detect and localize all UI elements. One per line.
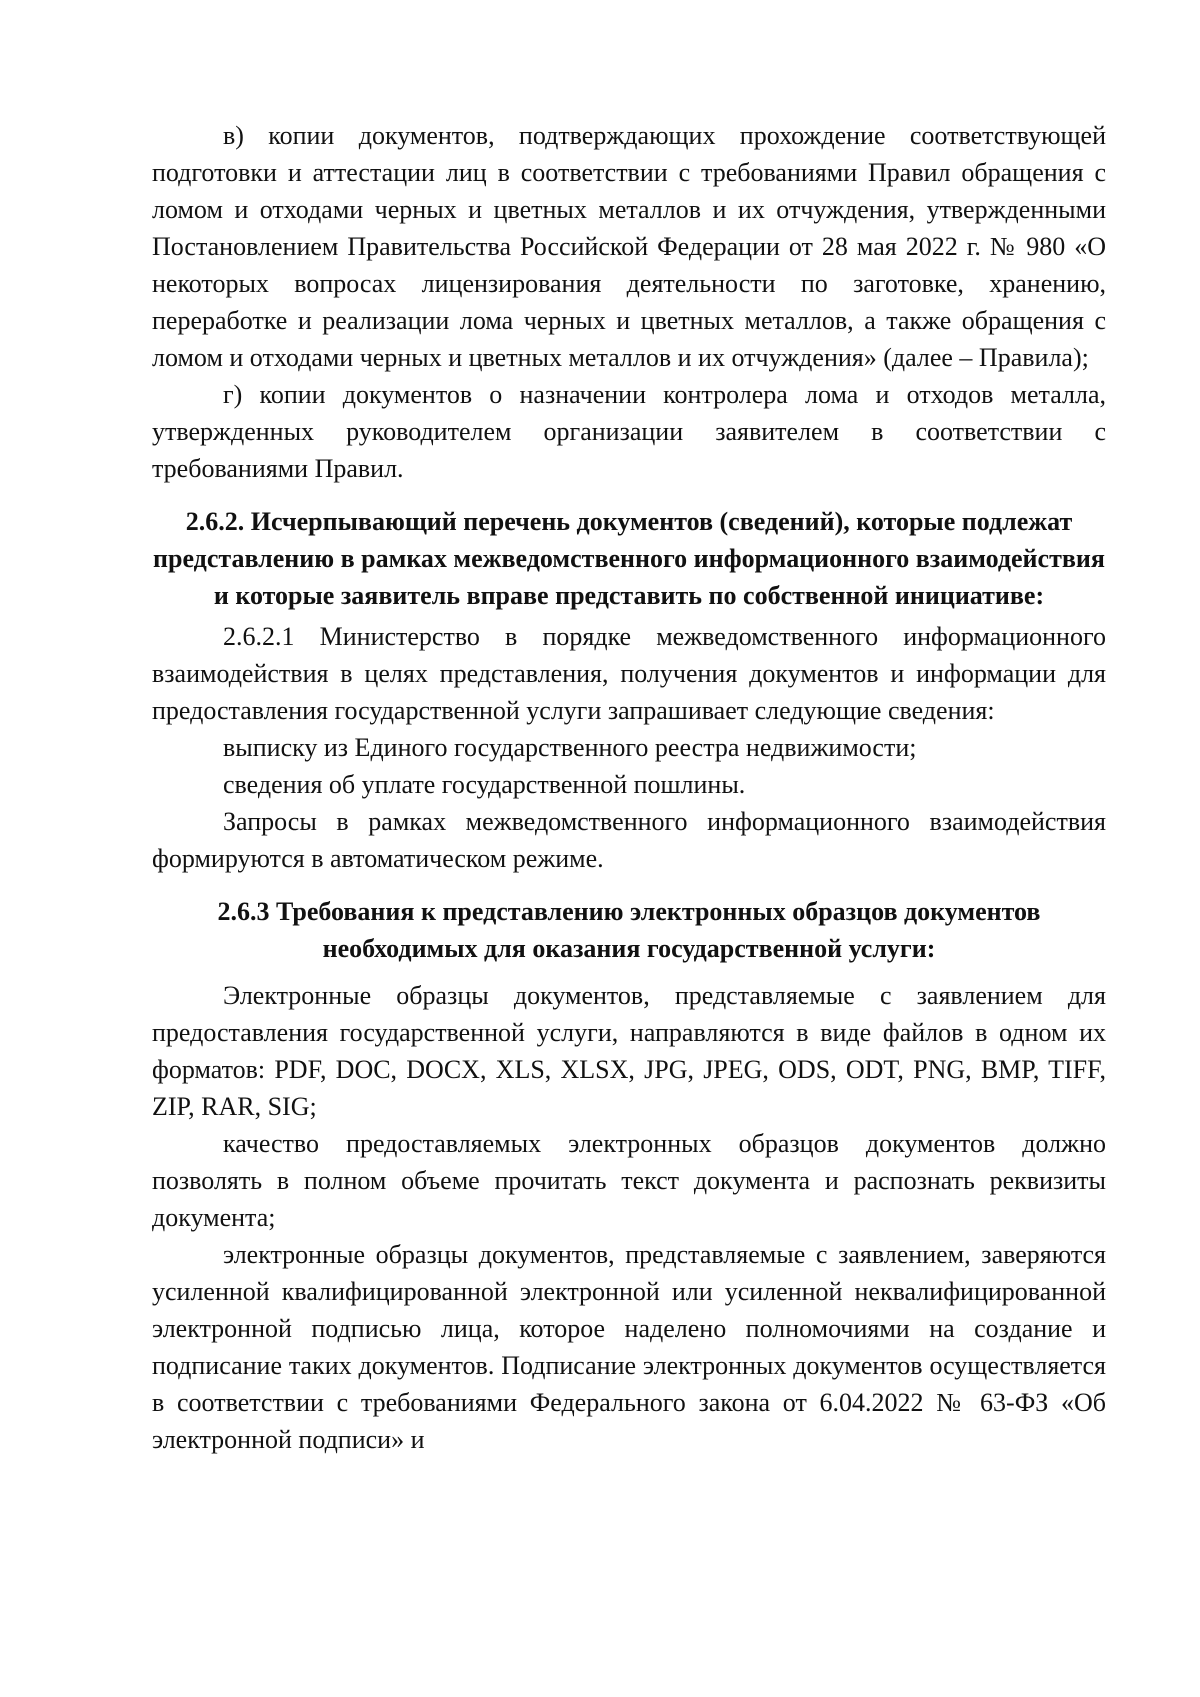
paragraph-item-g: г) копии документов о назначении контролера лома и отходов металла, утвержденных руководителем организации заявителем в соответствии с требованиями Правил.: [152, 380, 1106, 483]
paragraph-egrn-extract: выписку из Единого государственного реестра недвижимости;: [223, 733, 917, 762]
section-heading-2-6-2: 2.6.2. Исчерпывающий перечень документов (сведений), которые подлежат представлению в рамках межведомственного информационного взаимодействия и которые заявитель вправе представить по собственной инициативе:: [153, 507, 1105, 610]
paragraph-state-fee: сведения об уплате государственной пошлины.: [223, 770, 746, 799]
paragraph-2-6-2-1: 2.6.2.1 Министерство в порядке межведомственного информационного взаимодействия в целях представления, получения документов и информации для предоставления государственной услуги запрашивает следующие сведения:: [152, 622, 1106, 725]
paragraph-item-v: в) копии документов, подтверждающих прохождение соответствующей подготовки и аттестации лиц в соответствии с требованиями Правил обращения с ломом и отходами черных и цветных металлов и их отчуждения, утвержденными Постановлением Правительства Российской Федерации от 28 мая 2022 г. № 980 «О некоторых вопросах лицензирования деятельности по заготовке, хранению, переработке и реализации лома черных и цветных металлов, а также обращения с ломом и отходами черных и цветных металлов и их отчуждения» (далее – Правила);: [152, 121, 1106, 372]
document-body: [152, 117, 1106, 1458]
paragraph-electronic-signature: электронные образцы документов, представляемые с заявлением, заверяются усиленной квалифицированной электронной или усиленной неквалифицированной электронной подписью лица, которое наделено полномочиями на создание и подписание таких документов. Подписание электронных документов осуществляется в соответствии с требованиями Федерального закона от 6.04.2022 № 63-ФЗ «Об электронной подписи» и: [152, 1240, 1106, 1454]
section-heading-2-6-3: 2.6.3 Требования к представлению электронных образцов документов необходимых для оказания государственной услуги:: [217, 897, 1041, 963]
paragraph-requests-auto: Запросы в рамках межведомственного информационного взаимодействия формируются в автоматическом режиме.: [152, 807, 1106, 873]
paragraph-file-formats: Электронные образцы документов, представляемые с заявлением для предоставления государственной услуги, направляются в виде файлов в одном их форматов: PDF, DOC, DOCX, XLS, XLSX, JPG, JPEG, ODS, ODT, PNG, BMP, TIFF, ZIP, RAR, SIG;: [152, 981, 1106, 1121]
paragraph-scan-quality: качество предоставляемых электронных образцов документов должно позволять в полном объеме прочитать текст документа и распознать реквизиты документа;: [152, 1129, 1106, 1232]
